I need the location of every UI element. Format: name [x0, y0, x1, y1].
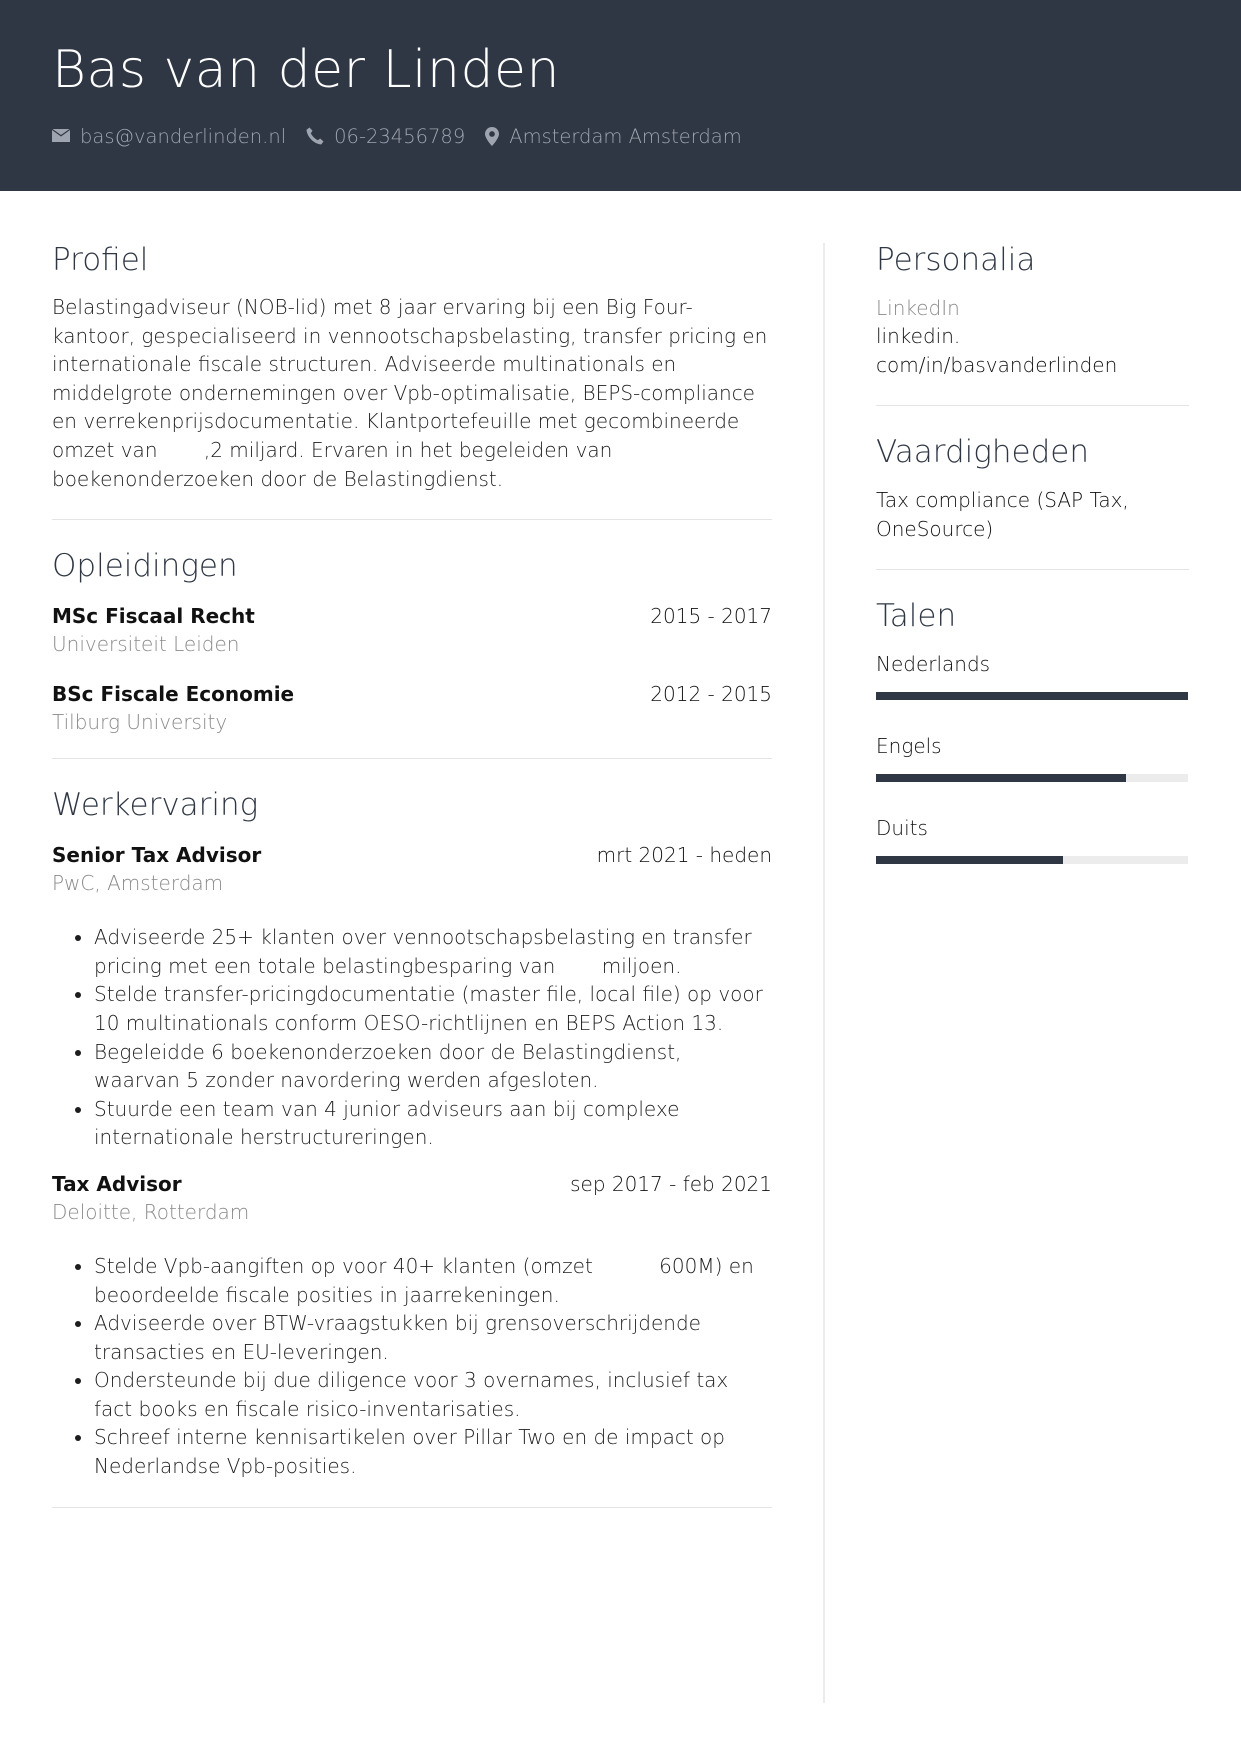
envelope-icon: [52, 129, 70, 143]
school-name: Tilburg University: [52, 710, 228, 735]
bullet-item: • Stelde transfer-pricingdocumentatie (master file, local file) op voor 10 multinationals conform OESO-richtlijnen en BEPS Action 13.: [94, 980, 772, 1037]
column-divider: [823, 243, 825, 1703]
contact-row: [52, 122, 762, 150]
section-title-personal: Personalia: [876, 242, 1036, 278]
map-pin-icon: [485, 127, 499, 146]
location-text: Amsterdam Amsterdam: [509, 124, 742, 148]
skills-section: [876, 432, 1189, 570]
job-dates: sep 2017 - feb 2021: [570, 1171, 772, 1196]
section-title-languages: Talen: [876, 598, 957, 635]
contact-phone[interactable]: [306, 125, 465, 148]
section-divider: [52, 758, 772, 759]
job-bullets: [52, 923, 772, 1152]
language-level-bar: [876, 856, 1188, 864]
resume-header: [0, 0, 1241, 191]
language-level-bar: [876, 692, 1188, 700]
main-column: [52, 240, 772, 1508]
language-item: [876, 732, 1189, 782]
profile-text: Belastingadviseur (NOB-lid) met 8 jaar ervaring bij een Big Four-kantoor, gespecialiseerd in vennootschapsbelasting, transfer pricing en internationale fiscale structuren. Adviseerde multinationals en middelgrote ondernemingen over Vpb-optimalisatie, BEPS-compliance en verrekenprijsdocumentatie. Klantportefeuille met gecombineerde omzet van ,2 miljard. Ervaren in het begeleiden van boekenonderzoeken door de Belastingdienst.: [52, 295, 768, 491]
language-level-bar: [876, 774, 1188, 782]
education-dates: 2012 - 2015: [650, 682, 772, 707]
profile-section: [52, 240, 772, 520]
degree-title: MSc Fiscaal Recht: [52, 604, 255, 629]
job-title: Tax Advisor: [52, 1171, 182, 1196]
bullet-item: • Ondersteunde bij due diligence voor 3 overnames, inclusief tax fact books en fiscale risico-inventarisaties.: [94, 1366, 772, 1423]
education-section: [52, 546, 772, 759]
company-name: PwC, Amsterdam: [52, 871, 224, 896]
section-divider: [52, 519, 772, 520]
section-title-profile: Profiel: [52, 242, 149, 278]
language-level-fill: [876, 774, 1126, 782]
phone-icon: [306, 127, 324, 145]
degree-title: BSc Fiscale Economie: [52, 682, 295, 707]
bullet-item: • Stelde Vpb-aangiften op voor 40+ klanten (omzet 600M) en beoordeelde fiscale posities in jaarrekeningen.: [94, 1252, 772, 1309]
job-entry: [52, 1170, 772, 1481]
section-divider: [52, 1507, 772, 1508]
linkedin-link[interactable]: [876, 322, 1189, 379]
language-name: Engels: [876, 734, 942, 759]
job-entry: [52, 841, 772, 1152]
contact-email[interactable]: [52, 125, 286, 148]
language-item: [876, 650, 1189, 700]
language-name: Nederlands: [876, 652, 991, 677]
language-name: Duits: [876, 816, 928, 841]
section-divider: [876, 569, 1189, 570]
experience-section: [52, 785, 772, 1508]
job-dates: mrt 2021 - heden: [596, 843, 772, 868]
job-title: Senior Tax Advisor: [52, 843, 262, 868]
bullet-item: • Schreef interne kennisartikelen over Pillar Two en de impact op Nederlandse Vpb-posities.: [94, 1423, 772, 1480]
language-level-fill: [876, 856, 1063, 864]
bullet-item: • Begeleidde 6 boekenonderzoeken door de Belastingdienst, waarvan 5 zonder navordering werden afgesloten.: [94, 1038, 772, 1095]
education-item: [52, 680, 772, 736]
section-divider: [876, 405, 1189, 406]
section-title-experience: Werkervaring: [52, 787, 259, 824]
company-name: Deloitte, Rotterdam: [52, 1199, 250, 1224]
education-item: [52, 602, 772, 658]
linkedin-label: LinkedIn: [876, 296, 960, 320]
linkedin-url-part: linkedin.: [876, 324, 961, 348]
linkedin-url-part: com/in/basvanderlinden: [876, 352, 1118, 377]
personal-section: [876, 240, 1189, 406]
bullet-item: • Stuurde een team van 4 junior adviseurs aan bij complexe internationale herstructureringen.: [94, 1095, 772, 1152]
bullet-item: • Adviseerde over BTW-vraagstukken bij grensoverschrijdende transacties en EU-leveringen.: [94, 1309, 772, 1366]
education-dates: 2015 - 2017: [650, 604, 772, 629]
language-item: [876, 814, 1189, 864]
bullet-item: • Adviseerde 25+ klanten over vennootschapsbelasting en transfer pricing met een totale belastingbesparing van miljoen.: [94, 923, 772, 980]
contact-location: [485, 125, 741, 148]
job-bullets: [52, 1252, 772, 1481]
language-level-fill: [876, 692, 1188, 700]
section-title-skills: Vaardigheden: [876, 434, 1090, 471]
phone-text: 06-23456789: [334, 124, 466, 148]
candidate-name: Bas van der Linden: [52, 40, 560, 100]
sidebar: [876, 240, 1189, 864]
skill-item: Tax compliance (SAP Tax, OneSource): [876, 488, 1129, 541]
section-title-education: Opleidingen: [52, 548, 238, 585]
languages-section: [876, 596, 1189, 864]
school-name: Universiteit Leiden: [52, 632, 240, 657]
email-text: bas@vanderlinden.nl: [80, 124, 287, 148]
